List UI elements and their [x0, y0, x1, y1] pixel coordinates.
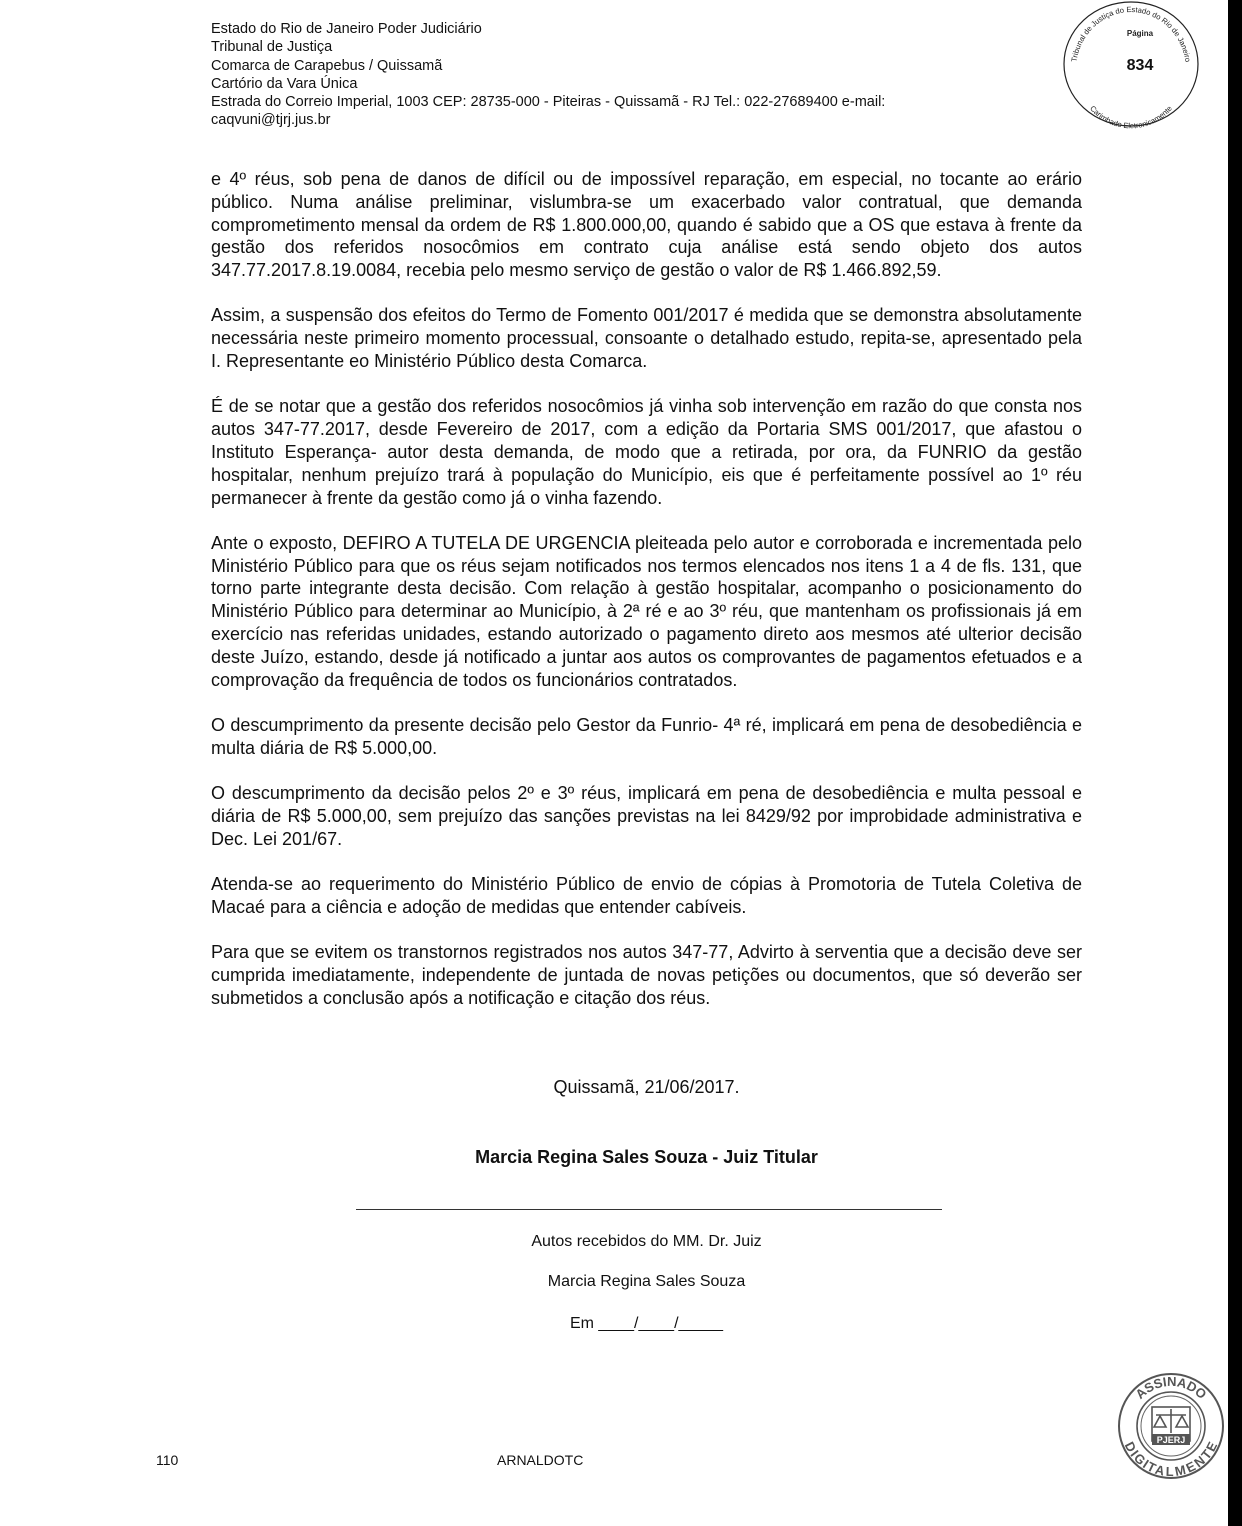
- paragraph: Assim, a suspensão dos efeitos do Termo de Fomento 001/2017 é medida que se demonstra absolutamente necessária neste primeiro momento processual, consoante o detalhado estudo, repita-se, apresentado pela I. Representante eo Ministério Público desta Comarca.: [211, 305, 1082, 372]
- paragraph: Para que se evitem os transtornos registrados nos autos 347-77, Advirto à serventia que a decisão deve ser cumprida imediatamente, independente de juntada de novas petições ou documentos, que só deverão ser submetidos a conclusão após a notificação e citação dos réus.: [211, 942, 1082, 1008]
- paragraph: Atenda-se ao requerimento do Ministério Público de envio de cópias à Promotoria de Tutela Coletiva de Macaé para a ciência e adoção de medidas que entender cabíveis.: [211, 873, 1082, 917]
- stamp-top-text: Tribunal de Justiça do Estado do Rio de Janeiro: [1069, 4, 1193, 63]
- judge-signature: Marcia Regina Sales Souza - Juiz Titular: [475, 1147, 818, 1167]
- stamp-bottom-text: Carimbado Eletronicamente: [1088, 103, 1174, 130]
- header-line-district: Comarca de Carapebus / Quissamã: [211, 57, 443, 74]
- received-line: Autos recebidos do MM. Dr. Juiz: [531, 1233, 762, 1250]
- page-stamp: [1058, 0, 1204, 130]
- scan-edge: [1228, 0, 1242, 1526]
- received-date-field: Em ____/____/_____: [569, 1315, 723, 1332]
- seal-logo-text: PJERJ: [1156, 1435, 1186, 1445]
- decision-body: [211, 168, 1082, 1032]
- paragraph: Ante o exposto, DEFIRO A TUTELA DE URGENCIA pleiteada pelo autor e corroborada e incrementada pelo Ministério Público para que os réus sejam notificados nos termos elencados nos itens 1 a 4 de fls. 131, que torno parte integrante desta decisão. Com relação à gestão hospitalar, acompanho o posicionamento do Ministério Público para determinar ao Município, à 2ª ré e ao 3º réu, que mantenham os profissionais já em exercício nas referidas unidades, estando autorizado o pagamento direto aos mesmos até ulterior decisão deste Juízo, estando, desde já notificado a juntar aos autos os comprovantes de pagamentos efetuados e a comprovação da frequência de todos os funcionários contratados.: [211, 532, 1082, 690]
- header-line-email: caqvuni@tjrj.jus.br: [211, 112, 331, 129]
- seal-bottom-text: DIGITALMENTE: [1122, 1439, 1220, 1479]
- paragraph: É de se notar que a gestão dos referidos nosocômios já vinha sob intervenção em razão do que consta nos autos 347-77.2017, desde Fevereiro de 2017, com a edição da Portaria SMS 001/2017, que afastou o Instituto Esperança- autor desta demanda, de modo que a retirada, por ora, da FUNRIO da gestão hospitalar, nenhum prejuízo trará à população do Município, eis que é perfeitamente possível ao 1º réu permanecer à frente da gestão como já o vinha fazendo.: [211, 396, 1082, 508]
- separator-line: [356, 1209, 942, 1210]
- footer-user: ARNALDOTC: [497, 1452, 584, 1468]
- date-line: Quissamã, 21/06/2017.: [553, 1077, 740, 1097]
- header-line-state: Estado do Rio de Janeiro Poder Judiciário: [211, 21, 482, 37]
- paragraph: O descumprimento da presente decisão pelo Gestor da Funrio- 4ª ré, implicará em pena de desobediência e multa diária de R$ 5.000,00.: [211, 714, 1082, 758]
- paragraph: O descumprimento da decisão pelos 2º e 3º réus, implicará em pena de desobediência e multa pessoal e diária de R$ 5.000,00, sem prejuízo das sanções previstas na lei 8429/92 por improbidade administrativa e Dec. Lei 201/67.: [211, 783, 1082, 849]
- digital-signature-seal: [1116, 1371, 1226, 1481]
- stamp-page-number: 834: [1126, 57, 1154, 74]
- footer-number: 110: [156, 1452, 179, 1468]
- header-line-court: Tribunal de Justiça: [211, 39, 333, 56]
- seal-top-text: ASSINADO: [1132, 1373, 1210, 1402]
- paragraph: e 4º réus, sob pena de danos de difícil ou de impossível reparação, em especial, no tocante ao erário público. Numa análise preliminar, vislumbra-se um exacerbado valor contratual, que demanda comprometimento mensal da ordem de R$ 1.800.000,00, quando é sabido que a OS que estava à frente da gestão dos referidos nosocômios em contrato cuja análise está sendo objeto dos autos 347.77.2017.8.19.0084, recebia pelo mesmo serviço de gestão o valor de R$ 1.466.892,59.: [211, 169, 1082, 281]
- header-line-address: Estrada do Correio Imperial, 1003 CEP: 28735-000 - Piteiras - Quissamã - RJ Tel.: 022-27689400 e-mail:: [211, 94, 886, 111]
- stamp-label: Página: [1126, 29, 1154, 38]
- header-line-registry: Cartório da Vara Única: [211, 75, 358, 92]
- court-header: [211, 20, 1011, 130]
- received-judge-name: Marcia Regina Sales Souza: [547, 1273, 746, 1290]
